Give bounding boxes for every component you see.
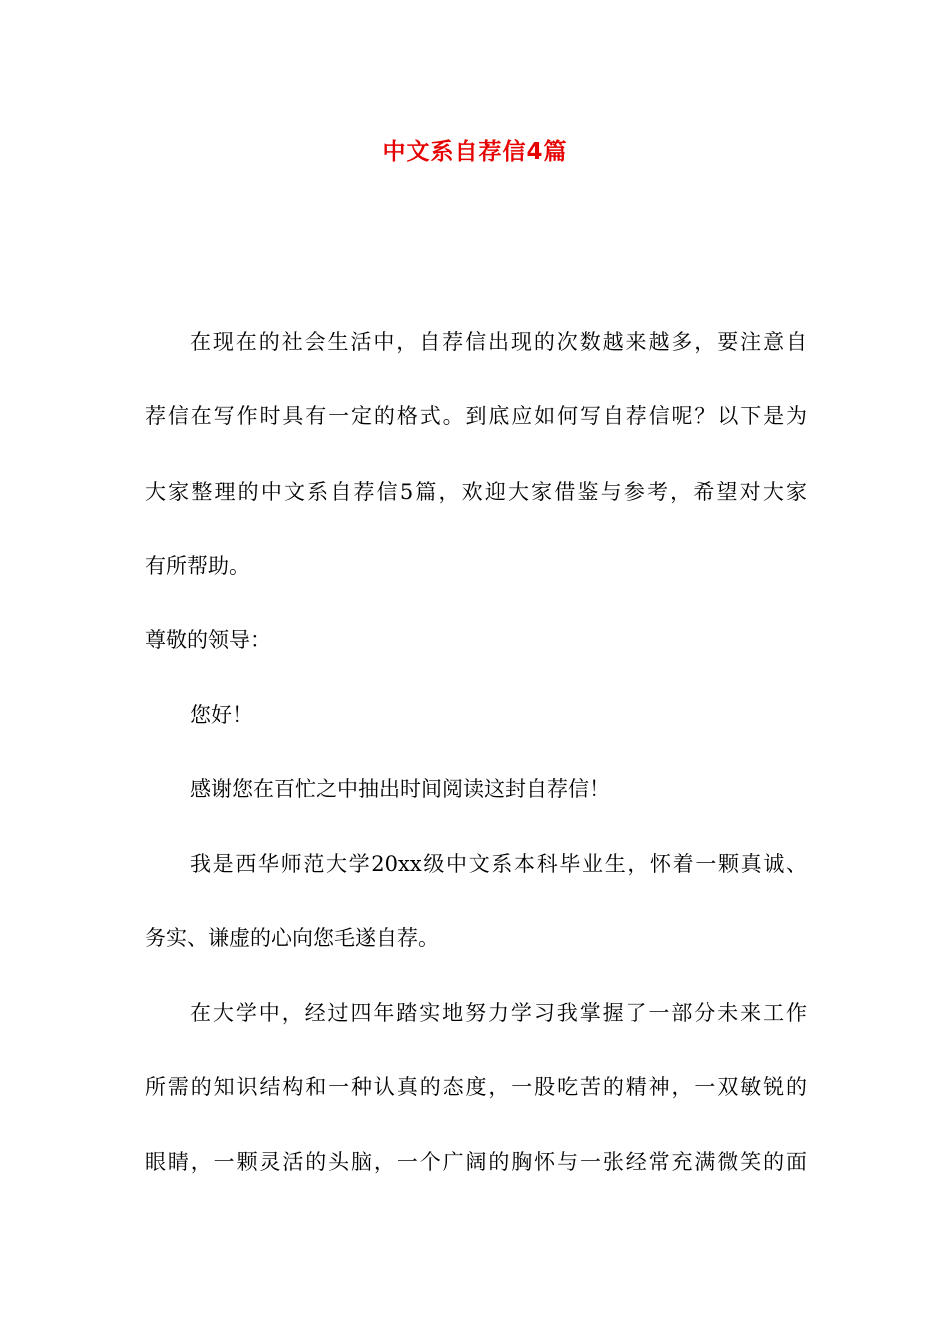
document-title: 中文系自荐信4篇: [382, 139, 568, 165]
paragraph-line: 在现在的社会生活中，自荐信出现的次数越来越多，要注意自: [190, 330, 807, 354]
paragraph-line: 务实、谦虚的心向您毛遂自荐。: [145, 926, 439, 950]
salutation: 尊敬的领导：: [145, 628, 271, 652]
paragraph-line: 眼睛，一颗灵活的头脑，一个广阔的胸怀与一张经常充满微笑的面: [145, 1150, 807, 1174]
paragraph-line: 感谢您在百忙之中抽出时间阅读这封自荐信！: [190, 777, 610, 801]
paragraph-line: 在大学中，经过四年踏实地努力学习我掌握了一部分未来工作: [190, 1001, 807, 1025]
paragraph-line: 所需的知识结构和一种认真的态度，一股吃苦的精神，一双敏锐的: [145, 1075, 807, 1099]
paragraph-line: 有所帮助。: [145, 554, 250, 578]
paragraph-line: 荐信在写作时具有一定的格式。到底应如何写自荐信呢？以下是为: [145, 404, 807, 428]
greeting: 您好！: [190, 703, 253, 727]
paragraph-line: 我是西华师范大学20xx级中文系本科毕业生，怀着一颗真诚、: [190, 852, 807, 876]
paragraph-line: 大家整理的中文系自荐信5篇，欢迎大家借鉴与参考，希望对大家: [145, 480, 807, 504]
